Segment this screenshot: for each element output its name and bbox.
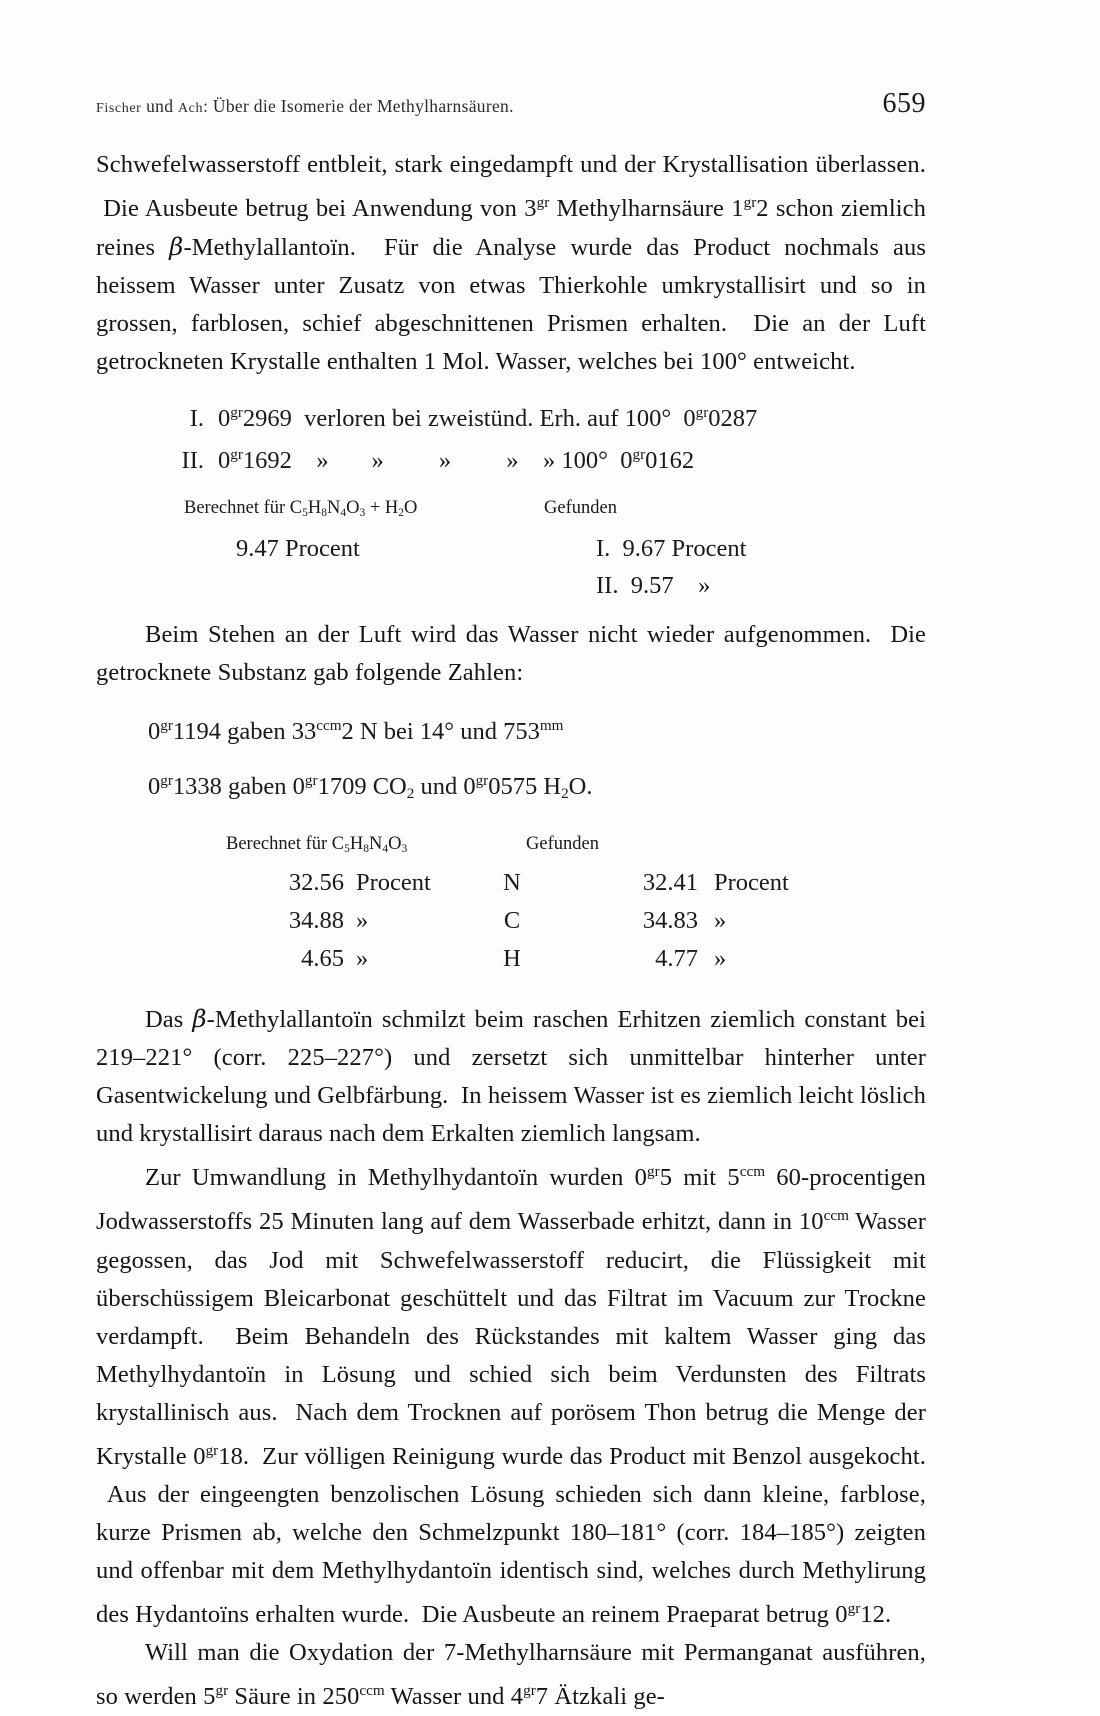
analysis-row-2-number: II. <box>181 447 204 475</box>
analysis-block-2 <box>96 706 926 978</box>
analysis-1-headers <box>96 493 926 528</box>
analysis-row-1-text: $0^{gr}2969$ verloren bei zweistünd. Erh. auf 100° $0^{gr}0287$ <box>218 404 758 433</box>
analysis-1-found-label: Gefunden <box>544 498 617 519</box>
analysis-block-1 <box>96 395 926 604</box>
analysis-2-values <box>96 864 926 978</box>
analysis-row-1-number: I. <box>189 405 204 433</box>
analysis-2-line-2: $0^{gr}1338$ gaben $0^{gr}1709$ $CO_2$ und $0^{gr}0575$ $H_2O$. <box>148 772 593 803</box>
table-row <box>96 902 926 940</box>
analysis-2-calc-2: 34.88 <box>288 907 344 935</box>
analysis-1-value-row-2 <box>96 567 926 604</box>
analysis-2-found-unit-3: » <box>714 945 727 973</box>
paragraph-3: Das β-Methylallantoïn schmilzt beim raschen Erhitzen ziemlich constant bei 219–221° (corr. 225–227°) und zersetzt sich unmittelbar hinterher unter Gasentwickelung und Gelbfärbung. In heissem Wasser ist es ziemlich leicht löslich und krystallisirt daraus nach dem Erkalten ziemlich langsam. <box>96 1004 926 1148</box>
analysis-2-element-2: C <box>503 907 521 935</box>
analysis-2-found-3: 4.77 <box>655 945 698 973</box>
analysis-2-found-unit-2: » <box>714 907 727 935</box>
analysis-2-unit-1: Procent <box>356 869 431 897</box>
running-head-article-title: : Über die Isomerie der Methylharnsäuren. <box>203 96 514 116</box>
analysis-2-unit-3: » <box>356 945 369 973</box>
paragraph-2: Beim Stehen an der Luft wird das Wasser nicht wieder aufgenommen. Die getrocknete Substanz gab folgende Zahlen: <box>96 621 926 687</box>
page-number: 659 <box>882 88 926 119</box>
analysis-1-calc-value: 9.47 Procent <box>236 535 360 563</box>
running-head-author1: Fischer <box>96 101 142 116</box>
running-head <box>96 88 926 120</box>
analysis-1-found-value-2: II. 9.57 » <box>596 572 711 600</box>
analysis-2-calc-3: 4.65 <box>301 945 344 973</box>
analysis-2-element-1: N <box>503 869 521 897</box>
analysis-row-2-text: $0^{gr}1692$ » » » » » 100° $0^{gr}0162$ <box>218 446 695 475</box>
analysis-1-value-row-1 <box>96 530 926 567</box>
table-row <box>96 940 926 978</box>
analysis-1-calc-blank <box>184 567 596 604</box>
analysis-2-line-1: $0^{gr}1194$ gaben $33^{ccm}2$ N bei 14° und $753^{mm}$ <box>148 717 564 746</box>
paragraph-1: Schwefelwasserstoff entbleit, stark eingedampft und der Krystallisation überlassen. Die Ausbeute betrug bei Anwendung von $3^{gr}$ Methylharnsäure $1^{gr}2$ schon ziemlich reines β-Methylallantoïn. Für die Analyse wurde das Product nochmals aus heissem Wasser unter Zusatz von etwas Thierkohle umkrystallisirt und so in grossen, farblosen, schief abgeschnittenen Prismen erhalten. Die an der Luft getrockneten Krystalle enthalten 1 Mol. Wasser, welches bei 100° entweicht. <box>96 151 926 376</box>
analysis-2-found-label: Gefunden <box>526 834 599 855</box>
analysis-row-1 <box>96 395 926 437</box>
analysis-2-element-3: H <box>503 945 521 973</box>
analysis-1-found-value-1: I. 9.67 Procent <box>596 535 747 563</box>
analysis-row-2 <box>96 437 926 479</box>
analysis-1-values <box>96 530 926 604</box>
paragraph-5: Will man die Oxydation der 7-Methylharnsäure mit Permanganat ausführen, so werden $5^{gr}$ Säure in $250^{ccm}$ Wasser und $4^{gr}7$ Ätzkali ge- <box>96 1638 926 1711</box>
analysis-2-unit-2: » <box>356 907 369 935</box>
running-head-author2: Ach <box>177 101 204 116</box>
analysis-2-calc-label: Berechnet für $C_5H_8N_4O_3$ <box>226 834 408 856</box>
analysis-2-headers <box>96 829 926 864</box>
page-content <box>96 88 926 1716</box>
analysis-2-found-2: 34.83 <box>642 907 698 935</box>
analysis-2-found-1: 32.41 <box>642 869 698 897</box>
analysis-1-calc-label: Berechnet für $C_5H_8N_4O_3 + H_2O$ <box>184 498 418 520</box>
paragraph-4: Zur Umwandlung in Methylhydantoïn wurden $0^{gr}5$ mit $5^{ccm}$ 60-procentigen Jodwasserstoffs 25 Minuten lang auf dem Wasserbade erhitzt, dann in $10^{ccm}$ Wasser gegossen, das Jod mit Schwefelwasserstoff reducirt, die Flüssigkeit mit überschüssigem Bleicarbonat geschüttelt und das Filtrat im Vacuum zur Trockne verdampft. Beim Behandeln des Rückstandes mit kaltem Wasser ging das Methylhydantoïn in Lösung und schied sich beim Verdunsten des Filtrats krystallinisch aus. Nach dem Trocknen auf porösem Thon betrug die Menge der Krystalle $0^{gr}18$. Zur völligen Reinigung wurde das Product mit Benzol ausgekocht. Aus der eingeengten benzolischen Lösung schieden sich dann kleine, farblose, kurze Prismen ab, welche den Schmelzpunkt 180–181° (corr. 184–185°) zeigten und offenbar mit dem Methylhydantoïn identisch sind, welches durch Methylirung des Hydantoïns erhalten wurde. Die Ausbeute an reinem Praeparat betrug $0^{gr}12$. <box>96 1163 927 1628</box>
running-head-conjunction: und <box>146 96 174 116</box>
table-row <box>96 864 926 902</box>
analysis-2-found-unit-1: Procent <box>714 869 789 897</box>
analysis-2-calc-1: 32.56 <box>288 869 344 897</box>
running-head-title <box>96 96 514 117</box>
